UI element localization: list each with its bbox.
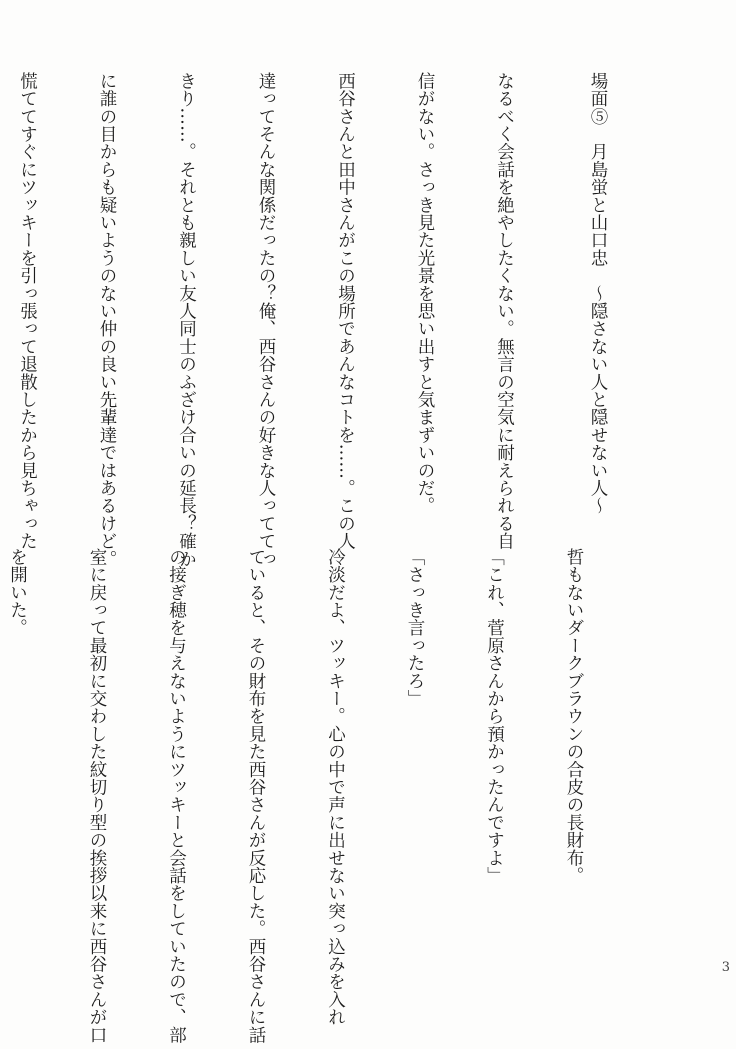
- text-line: 慌ててすぐにツッキーを引っ張って退散したから見ちゃった: [17, 72, 38, 550]
- chapter-heading: 場面⑤ 月島蛍と山口忠 ～隠さない人と隠せない人～: [588, 72, 608, 515]
- text-line: 「さっき言ったろ」: [405, 548, 425, 708]
- text-line: きり……。それとも親しい友人同士のふざけ合いの延長？確か: [176, 72, 197, 568]
- text-line: なるべく会話を絶やしたくない。無言の空気に耐えられる自: [494, 72, 515, 550]
- text-line: 哲もないダークブラウンの合皮の長財布。: [564, 548, 584, 885]
- text-line: ていると、その財布を見た西谷さんが反応した。西谷さんに話: [246, 548, 266, 1044]
- text-line: 室に戻って最初に交わした紋切り型の挨拶以来に西谷さんが口: [87, 548, 107, 1044]
- text-line: を開いた。: [7, 548, 28, 637]
- page-number: 3: [721, 960, 730, 975]
- text-line: 「これ、菅原さんから預かったんですよ」: [484, 548, 505, 885]
- text-line: に誰の目からも疑いようのない仲の良い先輩達ではあるけど。: [97, 72, 117, 568]
- text-line: の接ぎ穂を与えないようにツッキーと会話をしていたので、部: [166, 548, 187, 1044]
- text-line: 冷淡だよ、ツッキー。心の中で声に出せない突っ込みを入れ: [325, 548, 346, 1026]
- text-line: 西谷さんと田中さんがこの場所であんなコトを……。この人: [335, 72, 356, 550]
- text-line: 信がない。さっき見た光景を思い出すと気まずいのだ。: [415, 72, 435, 515]
- lower-text-block: [0, 548, 640, 1044]
- text-line: 達ってそんな関係だったの？俺、西谷さんの好きな人っててっ: [256, 72, 276, 568]
- upper-text-block: [0, 72, 664, 568]
